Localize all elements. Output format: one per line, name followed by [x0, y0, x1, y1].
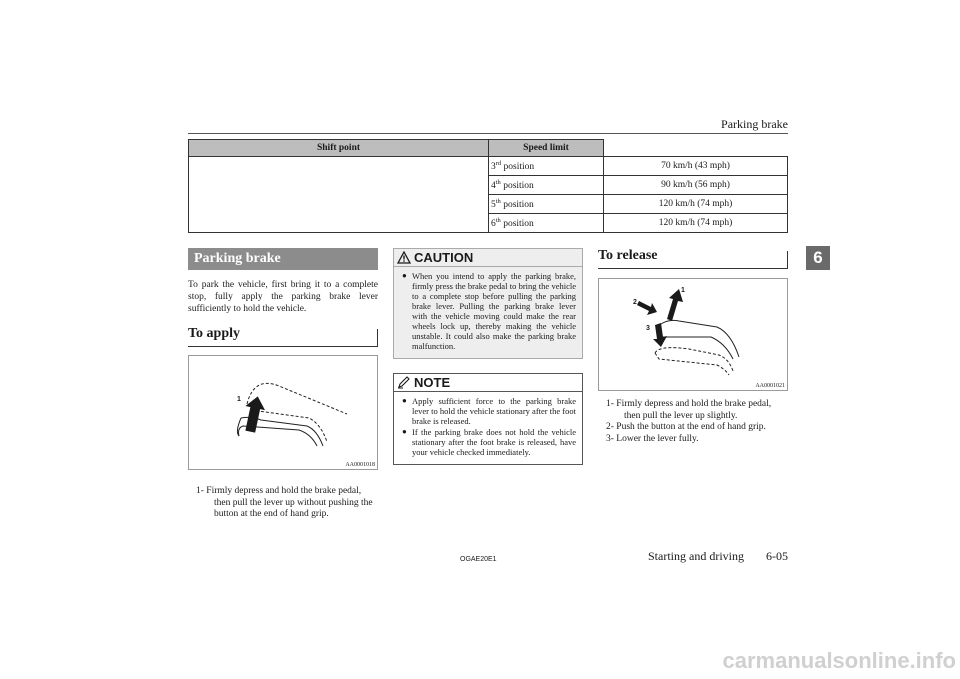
list-item	[402, 396, 576, 426]
table-header-row	[189, 140, 788, 157]
list-item: 3- Lower the lever fully.	[606, 433, 699, 444]
speed-limit-cell: 120 km/h (74 mph)	[604, 214, 788, 233]
apply-steps-list	[188, 486, 378, 521]
shift-number: 5	[491, 200, 496, 211]
section-title-parking-brake: Parking brake	[188, 248, 378, 270]
bullet-icon: ●	[402, 271, 407, 280]
illustration-code: AA0001021	[755, 383, 785, 389]
column-middle	[393, 248, 583, 465]
speed-limit-cell: 120 km/h (74 mph)	[604, 195, 788, 214]
speed-limit-cell: 70 km/h (43 mph)	[604, 157, 788, 176]
shift-suffix: th	[495, 197, 501, 205]
intro-paragraph: To park the vehicle, first bring it to a complete stop, fully apply the parking brake lever sufficiently to hold the vehicle.	[188, 280, 378, 314]
note-items	[394, 392, 582, 464]
caution-box	[393, 248, 583, 359]
watermark-text: carmanualsonline.info	[722, 648, 956, 673]
shift-number: 4	[491, 181, 496, 192]
shift-position-label: position	[503, 200, 534, 211]
footer-section-title: Starting and driving	[648, 549, 744, 563]
subsection-title-to-release: To release	[598, 248, 788, 269]
caution-header	[394, 249, 582, 267]
shift-suffix: th	[495, 216, 501, 224]
column-left	[188, 248, 378, 521]
table-row	[189, 157, 788, 176]
callout-label: 3	[646, 325, 650, 332]
list-item	[402, 427, 576, 457]
note-box	[393, 373, 583, 465]
list-item: 1- Firmly depress and hold the brake pedal, then pull the lever up slightly.	[606, 399, 772, 421]
column-header-shift-point: Shift point	[189, 140, 489, 157]
bullet-icon: ●	[402, 427, 407, 436]
note-pencil-icon	[397, 376, 411, 389]
footer-code: OGAE20E1	[460, 556, 497, 563]
subsection-title-to-apply: To apply	[188, 326, 378, 347]
shift-position-label: position	[503, 181, 534, 192]
note-text: Apply sufficient force to the parking brake lever to hold the vehicle stationary after the foot brake is released.	[412, 396, 576, 426]
shift-suffix: th	[495, 178, 501, 186]
note-label: NOTE	[414, 375, 451, 390]
caution-items	[394, 267, 582, 358]
shift-suffix: rd	[495, 159, 502, 167]
callout-label: 2	[633, 299, 637, 306]
list-item: 1- Firmly depress and hold the brake pedal, then pull the lever up without pushing the button at the end of hand grip.	[196, 486, 373, 519]
chapter-tab: 6	[806, 246, 830, 270]
list-item	[402, 271, 576, 351]
header-title: Parking brake	[721, 117, 788, 131]
arrow-up-icon	[189, 356, 379, 471]
shift-position-label: position	[503, 162, 535, 173]
speed-limit-cell: 90 km/h (56 mph)	[604, 176, 788, 195]
apply-illustration	[188, 355, 378, 470]
page-number: 6-05	[766, 549, 788, 563]
shift-number: 3	[491, 162, 496, 173]
warning-triangle-icon	[397, 251, 411, 264]
bullet-icon: ●	[402, 396, 407, 405]
release-steps-list	[598, 399, 788, 445]
column-right	[598, 248, 788, 445]
note-text: If the parking brake does not hold the vehicle stationary after the foot brake is released, have your vehicle checked immediately.	[412, 427, 576, 457]
illustration-code: AA0001018	[345, 462, 375, 468]
header-rule	[188, 133, 788, 134]
callout-label: 1	[681, 287, 685, 294]
callout-label: 1	[237, 396, 241, 403]
caution-label: CAUTION	[414, 250, 474, 265]
shift-number: 6	[491, 219, 496, 230]
release-illustration	[598, 278, 788, 391]
list-item: 2- Push the button at the end of hand grip.	[606, 422, 766, 432]
column-header-speed-limit: Speed limit	[489, 140, 604, 157]
shift-position-label: position	[503, 219, 534, 230]
table-cell-empty	[189, 157, 489, 233]
note-header	[394, 374, 582, 392]
shift-point-cell	[489, 214, 604, 233]
shift-point-cell	[489, 195, 604, 214]
shift-point-cell	[489, 176, 604, 195]
caution-text: When you intend to apply the parking brake, firmly press the brake pedal to bring the vehicle to a complete stop before pulling the parking brake lever. Pulling the parking brake lever with the vehicle moving could make the rear wheels lock up, thereby making the vehicle unstable. It could also make the parking brake malfunction.	[412, 271, 576, 351]
shift-point-cell	[489, 157, 604, 176]
speed-limit-table	[188, 139, 788, 233]
arrow-down-icon	[599, 279, 789, 392]
